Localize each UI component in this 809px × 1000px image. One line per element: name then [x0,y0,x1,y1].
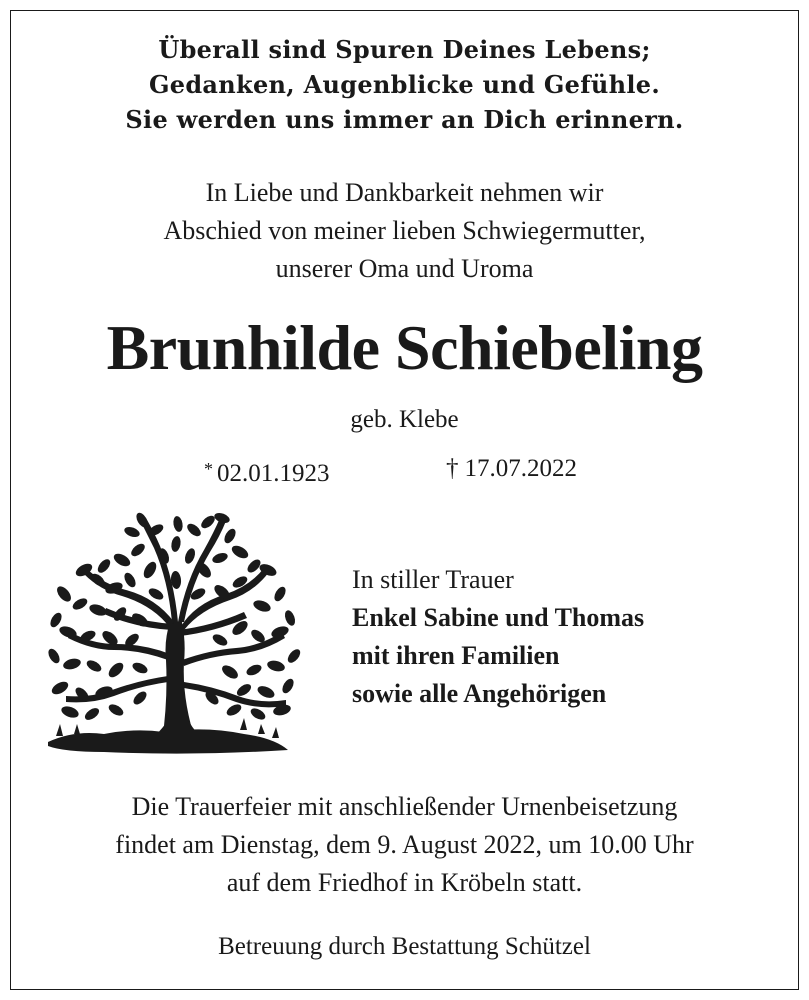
service-line: Die Trauerfeier mit anschließender Urnenbeisetzung [131,792,678,821]
mourners-intro: In stiller Trauer [352,565,514,594]
service-line: findet am Dienstag, dem 9. August 2022, um 10.00 Uhr [115,830,694,859]
birth-date-group [204,451,330,492]
intro-line: In Liebe und Dankbarkeit nehmen wir [205,178,604,207]
service-info [0,788,809,902]
tree-icon [44,510,304,760]
birth-date: 02.01.1923 [217,460,330,487]
motto-line: Gedanken, Augenblicke und Gefühle. [148,70,661,99]
mourners-block [352,561,644,713]
intro-line: unserer Oma und Uroma [275,254,534,283]
deceased-name: Brunhilde Schiebeling [106,312,703,383]
service-line: auf dem Friedhof in Kröbeln statt. [226,868,583,897]
intro-line: Abschied von meiner lieben Schwiegermutter, [163,216,646,245]
death-cross-icon: † [446,455,459,482]
death-date-group [446,451,577,487]
motto-verse [0,32,809,137]
motto-line: Sie werden uns immer an Dich erinnern. [125,105,684,134]
mourner-line: Enkel Sabine und Thomas [352,603,645,632]
intro-text [0,174,809,288]
mourner-line: sowie alle Angehörigen [352,679,607,708]
birth-name: geb. Klebe [350,406,459,433]
birth-symbol: * [204,459,213,479]
undertaker-note: Betreuung durch Bestattung Schützel [218,933,591,960]
mourner-line: mit ihren Familien [352,641,560,670]
motto-line: Überall sind Spuren Deines Lebens; [158,35,651,64]
death-date: 17.07.2022 [464,455,577,482]
